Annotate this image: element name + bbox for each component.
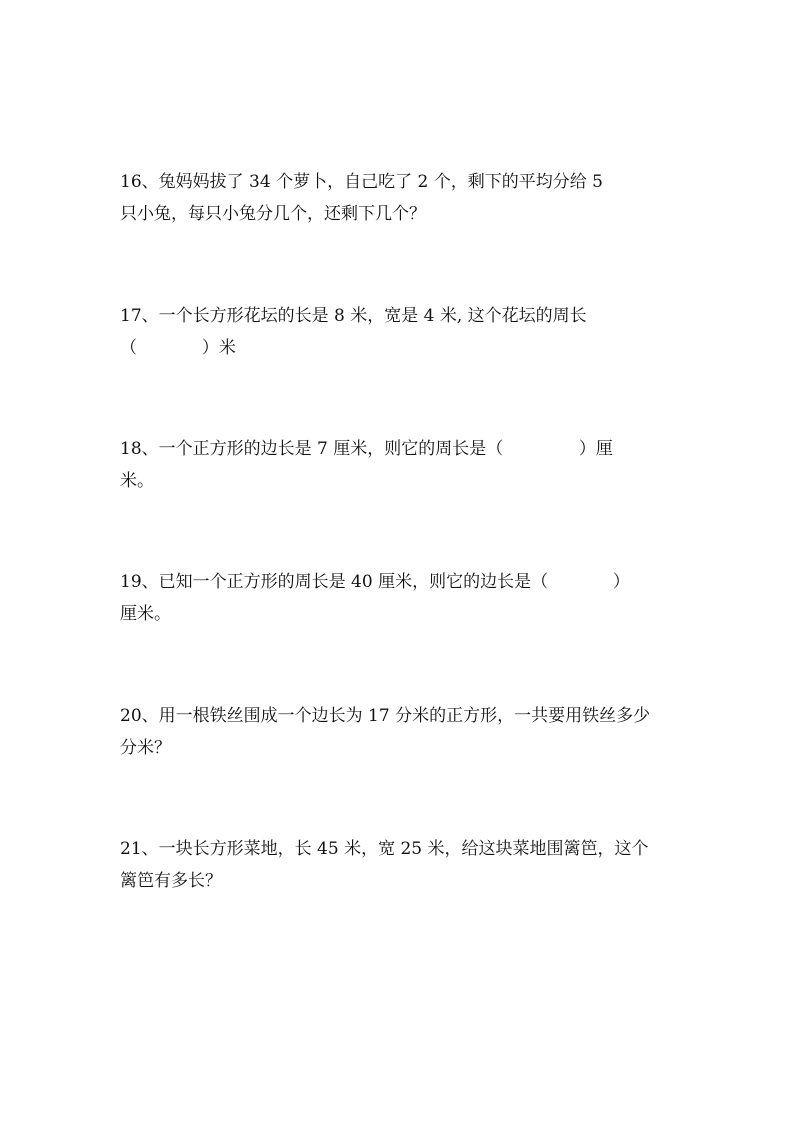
question-16 (120, 166, 700, 230)
question-17-line-1: 17、一个长方形花坛的长是 8 米，宽是 4 米, 这个花坛的周长 (120, 306, 587, 326)
question-21 (120, 833, 700, 897)
question-18 (120, 433, 700, 497)
question-18-line-2: 米。 (120, 471, 154, 491)
question-19-line-2: 厘米。 (120, 604, 171, 624)
question-20 (120, 700, 700, 764)
question-19 (120, 566, 700, 630)
question-16-line-1: 16、兔妈妈拔了 34 个萝卜，自己吃了 2 个，剩下的平均分给 5 (120, 172, 603, 192)
question-21-line-2: 篱笆有多长？ (120, 871, 222, 891)
question-17-line-2: （ ）米 (120, 338, 236, 358)
question-20-line-2: 分米？ (120, 738, 171, 758)
question-19-line-1: 19、已知一个正方形的周长是 40 厘米，则它的边长是（ ） (120, 572, 630, 592)
question-16-line-2: 只小兔，每只小兔分几个，还剩下几个？ (120, 204, 426, 224)
question-17 (120, 300, 700, 364)
question-18-line-1: 18、一个正方形的边长是 7 厘米，则它的周长是（ ）厘 (120, 439, 613, 459)
question-20-line-1: 20、用一根铁丝围成一个边长为 17 分米的正方形，一共要用铁丝多少 (120, 706, 651, 726)
question-21-line-1: 21、一块长方形菜地，长 45 米，宽 25 米，给这块菜地围篱笆，这个 (120, 839, 649, 859)
